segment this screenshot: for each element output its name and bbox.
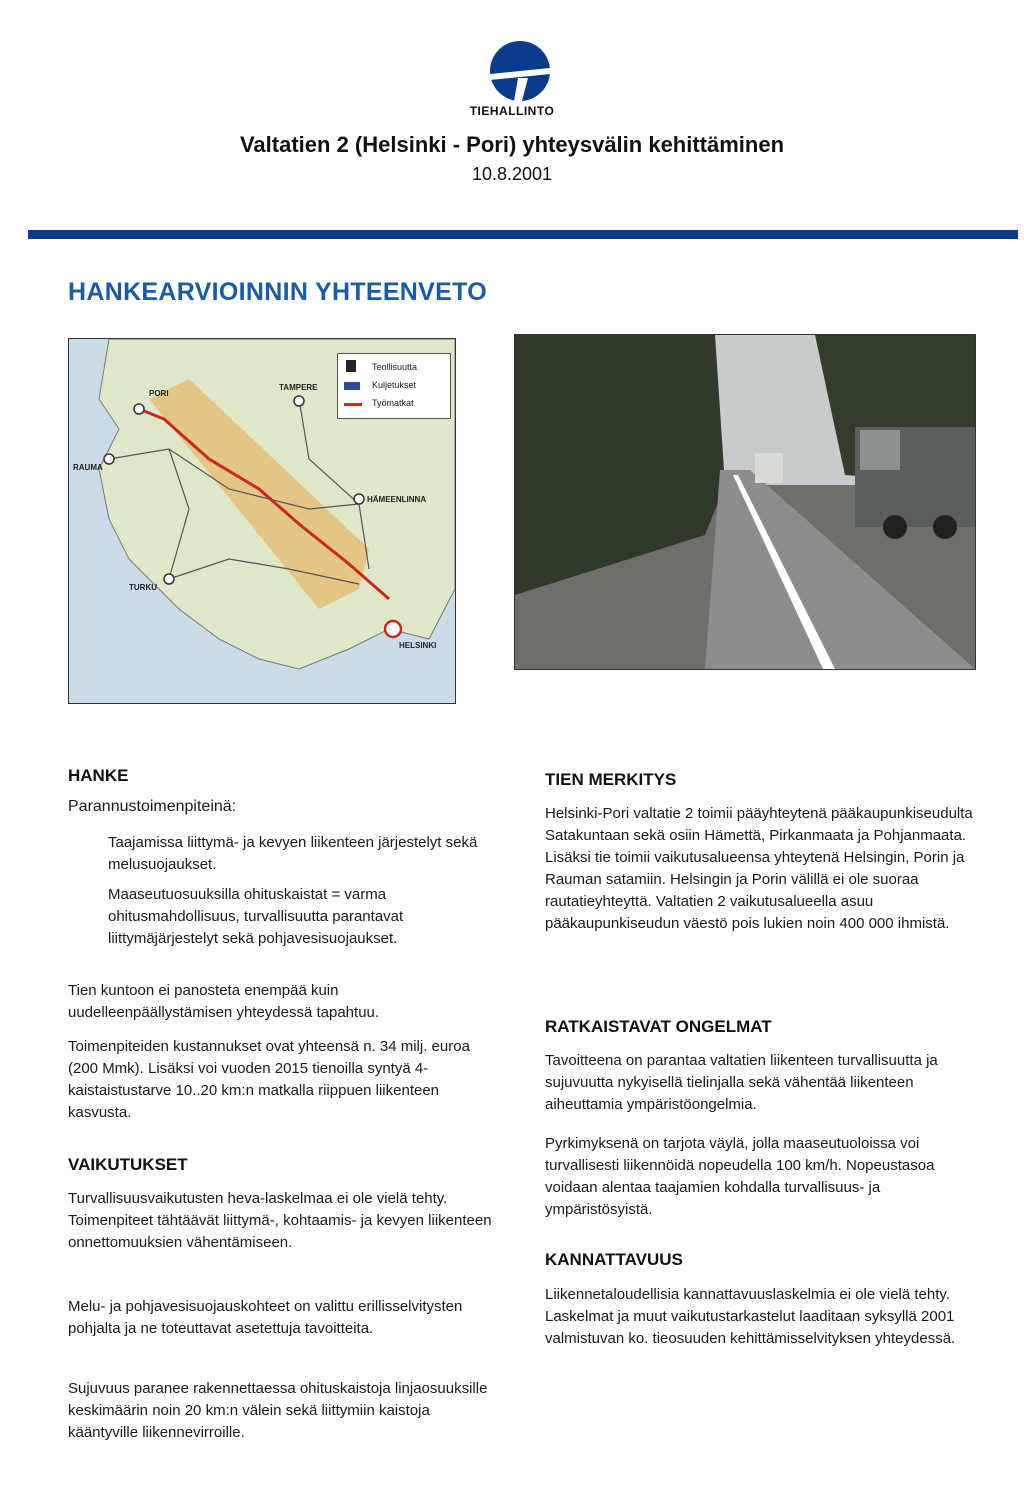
legend-item: Kuljetukset — [372, 380, 417, 390]
hanke-paragraph: Tien kuntoon ei panosteta enempää kuin uudelleenpäällystämisen yhteydessä tapahtuu. — [68, 982, 380, 1021]
section-heading-vaikutukset: VAIKUTUKSET — [68, 1155, 188, 1174]
city-label: TAMPERE — [279, 383, 318, 392]
vaikutukset-paragraph: Sujuvuus paranee rakennettaessa ohituskaistoja linjaosuuksille keskimäärin noin 20 km:n välein sekä liittymiin kaistoja kääntyville liikennevirroille. — [68, 1380, 488, 1441]
ongelmat-paragraph: Tavoitteena on parantaa valtatien liikenteen turvallisuutta ja sujuvuutta nykyisellä tielinjalla sekä vähentää liikenteen aiheuttamia ympäristöongelmia. — [545, 1052, 938, 1113]
city-label: TURKU — [129, 583, 157, 592]
city-label: PORI — [149, 389, 169, 398]
factory-icon — [346, 360, 356, 372]
hanke-paragraph: Taajamissa liittymä- ja kevyen liikenteen järjestelyt sekä melusuojaukset. — [108, 834, 478, 873]
merkitys-paragraph: Helsinki-Pori valtatie 2 toimii pääyhteytenä pääkaupunkiseudulta Satakuntaan sekä osiin Hämettä, Pirkanmaata ja Pohjanmaata. Lisäksi tie toimii vaikutusalueensa yhteytenä Helsingin, Porin ja Rauman satamiin. Helsingin ja Porin välillä ei ole suoraa rautatieyhteyttä. Valtatien 2 vaikutusalueella asuu pääkaupunkiseudun väestö pois lukien noin 400 000 ihmistä. — [545, 805, 973, 932]
vaikutukset-paragraph: Turvallisuusvaikutusten heva-laskelmaa ei ole vielä tehty. Toimenpiteet tähtäävät liittymä-, kohtaamis- ja kevyen liikenteen onnettomuuksien vähentämiseen. — [68, 1190, 492, 1251]
hanke-intro: Parannustoimenpiteinä: — [68, 798, 237, 815]
main-heading: HANKEARVIOINNIN YHTEENVETO — [68, 278, 487, 306]
city-label: RAUMA — [73, 463, 103, 472]
hanke-paragraph: Toimenpiteiden kustannukset ovat yhteensä n. 34 milj. euroa (200 Mmk). Lisäksi voi vuoden 2015 tienoilla syntyä 4-kaistaistustarve 10..20 km:n matkalla riippuen liikenteen kasvusta. — [68, 1038, 470, 1121]
commute-arrow-icon — [344, 403, 362, 406]
page-title: Valtatien 2 (Helsinki - Pori) yhteysvälin kehittäminen — [239, 132, 785, 157]
header-divider — [28, 230, 1018, 239]
city-label: HELSINKI — [399, 641, 437, 650]
hanke-paragraph: Maaseutuosuuksilla ohituskaistat = varma ohitusmahdollisuus, turvallisuutta parantavat liittymäjärjestelyt sekä pohjavesisuojaukset. — [108, 886, 404, 947]
truck-icon — [344, 382, 360, 390]
road-photo — [514, 334, 976, 670]
org-name: TIEHALLINTO — [469, 104, 555, 118]
route-map — [68, 338, 456, 704]
section-heading-ongelmat: RATKAISTAVAT ONGELMAT — [545, 1017, 772, 1036]
legend-item: Teollisuutta — [372, 362, 418, 372]
map-legend — [337, 353, 451, 419]
section-heading-hanke: HANKE — [68, 766, 129, 785]
section-heading-tien-merkitys: TIEN MERKITYS — [545, 770, 677, 789]
city-label: HÄMEENLINNA — [367, 495, 427, 504]
kannattavuus-paragraph: Liikennetaloudellisia kannattavuuslaskelmia ei ole vielä tehty. Laskelmat ja muut vaikutustarkastelut laaditaan syksyllä 2001 valmistuvan ko. tieosuuden kehittämisselvityksen yhteydessä. — [545, 1286, 956, 1347]
vaikutukset-paragraph: Melu- ja pohjavesisuojauskohteet on valittu erillisselvitysten pohjalta ja ne toteuttavat asetettuja tavoitteita. — [68, 1298, 463, 1337]
document-date: 10.8.2001 — [471, 164, 553, 184]
section-heading-kannattavuus: KANNATTAVUUS — [545, 1250, 683, 1269]
tiehallinto-logo — [482, 38, 558, 104]
ongelmat-paragraph: Pyrkimyksenä on tarjota väylä, jolla maaseutuolоissa voi turvallisesti liikennöidä nopeudella 100 km/h. Nopeustasoa voidaan alentaa taajamien kohdalla turvallisuus- ja ympäristösyistä. — [545, 1135, 935, 1218]
legend-item: Työmatkat — [372, 398, 414, 408]
